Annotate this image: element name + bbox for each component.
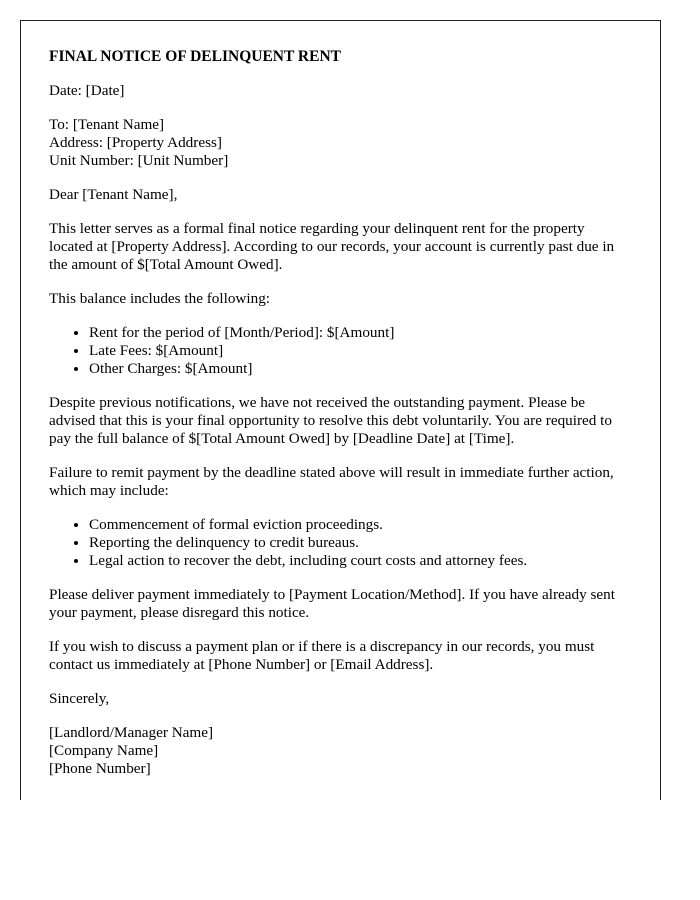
letter-page xyxy=(20,20,661,800)
signature-block xyxy=(49,724,632,778)
balance-item-other-charges: • Other Charges: $[Amount] xyxy=(89,360,632,378)
balance-list xyxy=(49,324,632,378)
recipient-address: Address: [Property Address] xyxy=(49,134,222,151)
action-item-eviction: • Commencement of formal eviction proceedings. xyxy=(89,516,632,534)
signature-name: [Landlord/Manager Name] xyxy=(49,724,214,741)
failure-intro: Failure to remit payment by the deadline stated above will result in immediate further action, which may include: xyxy=(49,464,614,499)
final-opportunity-paragraph: Despite previous notifications, we have not received the outstanding payment. Please be advised that this is your final opportunity to resolve this debt voluntarily. You are required to pay the full balance of $[Total Amount Owed] by [Deadline Date] at [Time]. xyxy=(49,394,612,447)
recipient-unit: Unit Number: [Unit Number] xyxy=(49,152,229,169)
closing: Sincerely, xyxy=(49,690,110,707)
salutation: Dear [Tenant Name], xyxy=(49,186,178,203)
recipient-name: To: [Tenant Name] xyxy=(49,116,165,133)
letter-date: Date: [Date] xyxy=(49,82,125,99)
letter-title: FINAL NOTICE OF DELINQUENT RENT xyxy=(49,48,341,65)
payment-instructions-paragraph: Please deliver payment immediately to [Payment Location/Method]. If you have already sent your payment, please disregard this notice. xyxy=(49,586,615,621)
intro-paragraph: This letter serves as a formal final notice regarding your delinquent rent for the property located at [Property Address]. According to our records, your account is currently past due in the amount of $[Total Amount Owed]. xyxy=(49,220,615,273)
balance-intro: This balance includes the following: xyxy=(49,290,271,307)
signature-company: [Company Name] xyxy=(49,742,159,759)
balance-item-rent: • Rent for the period of [Month/Period]: $[Amount] xyxy=(89,324,632,342)
balance-item-late-fees: • Late Fees: $[Amount] xyxy=(89,342,632,360)
contact-paragraph: If you wish to discuss a payment plan or if there is a discrepancy in our records, you must contact us immediately at [Phone Number] or [Email Address]. xyxy=(49,638,595,673)
recipient-block xyxy=(49,116,632,170)
signature-phone: [Phone Number] xyxy=(49,760,151,777)
actions-list xyxy=(49,516,632,570)
action-item-credit-reporting: • Reporting the delinquency to credit bureaus. xyxy=(89,534,632,552)
action-item-legal-action: • Legal action to recover the debt, including court costs and attorney fees. xyxy=(89,552,632,570)
